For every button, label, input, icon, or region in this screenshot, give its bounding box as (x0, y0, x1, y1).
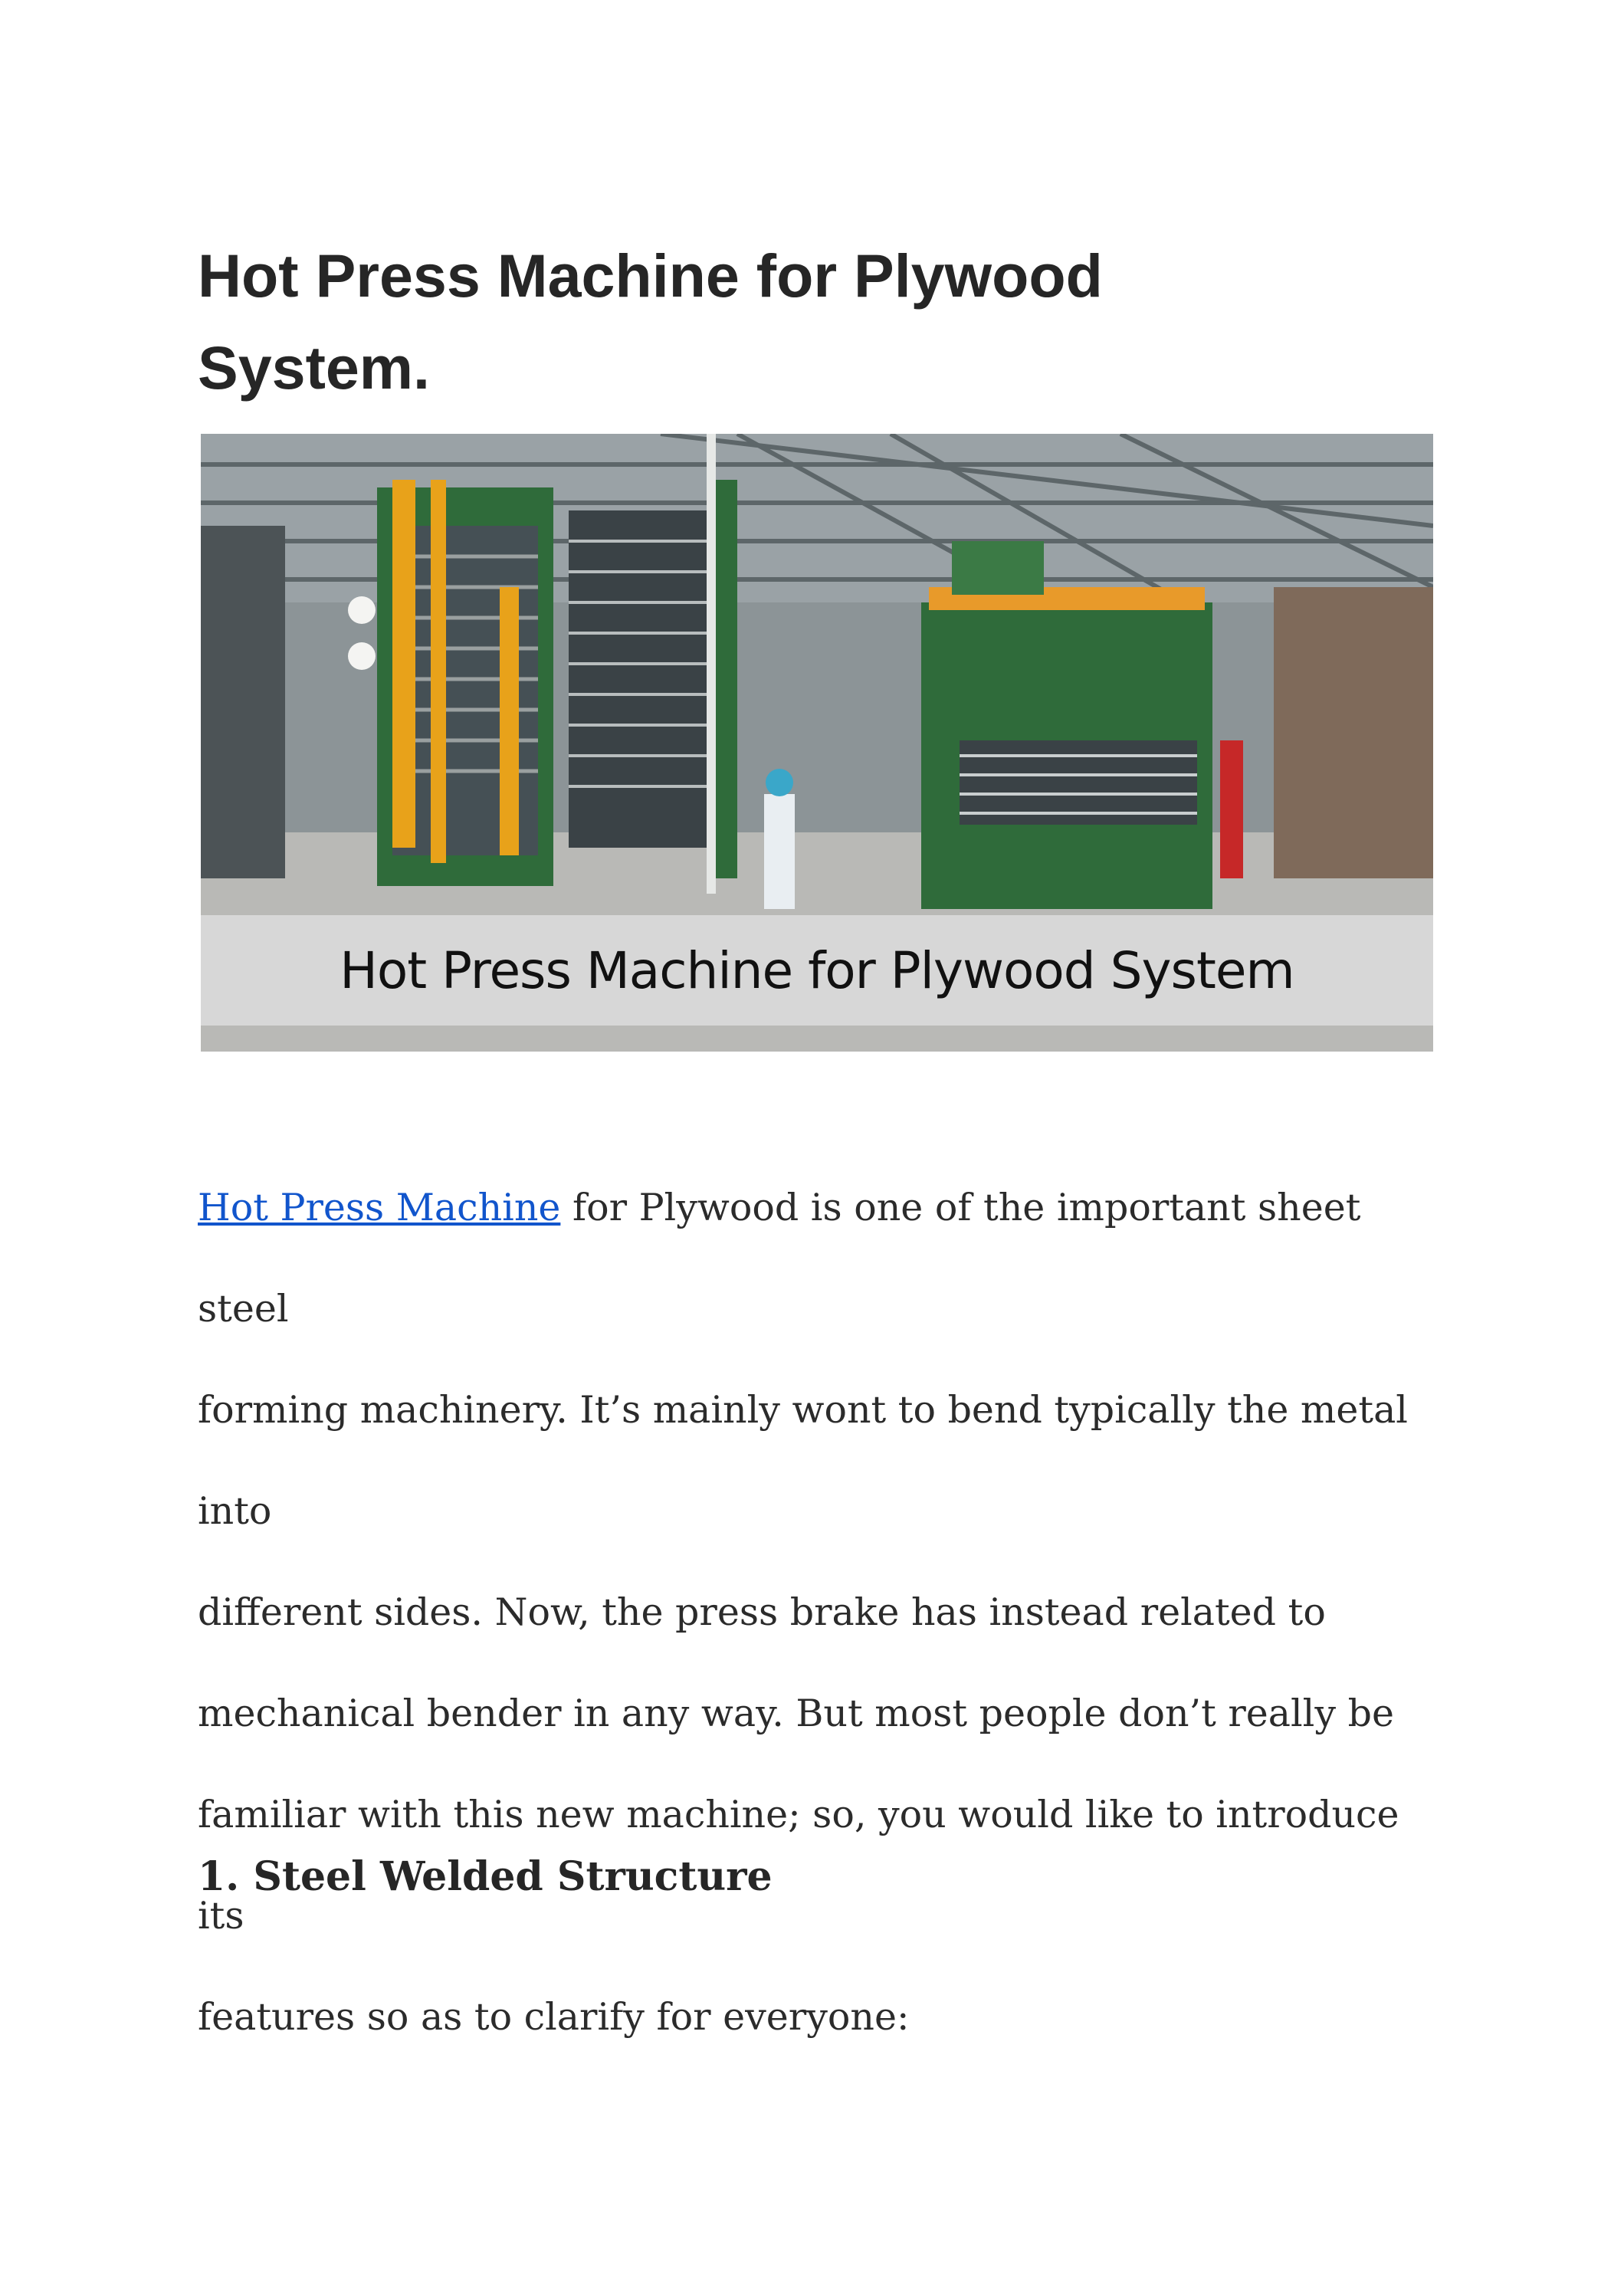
title-line-1: Hot Press Machine for Plywood (198, 241, 1103, 310)
title-line-2: System. (198, 333, 431, 402)
section-heading: 1. Steel Welded Structure (198, 1853, 773, 1900)
hot-press-machine-link[interactable]: Hot Press Machine (198, 1186, 561, 1229)
hero-caption: Hot Press Machine for Plywood System (340, 940, 1294, 1000)
intro-line-1: for Plywood is one of the important sheet steel (198, 1186, 1361, 1331)
intro-line-3: different sides. Now, the press brake has instead related to (198, 1590, 1326, 1634)
intro-line-5: familiar with this new machine; so, you would like to introduce its (198, 1793, 1399, 1938)
intro-line-4: mechanical bender in any way. But most people don’t really be (198, 1692, 1394, 1735)
intro-line-2: forming machinery. It’s mainly wont to bend typically the metal into (198, 1388, 1408, 1533)
intro-paragraph (198, 1157, 1455, 2068)
intro-line-6: features so as to clarify for everyone: (198, 1995, 910, 2039)
hero-image (201, 434, 1433, 1052)
page-title (198, 230, 1424, 414)
